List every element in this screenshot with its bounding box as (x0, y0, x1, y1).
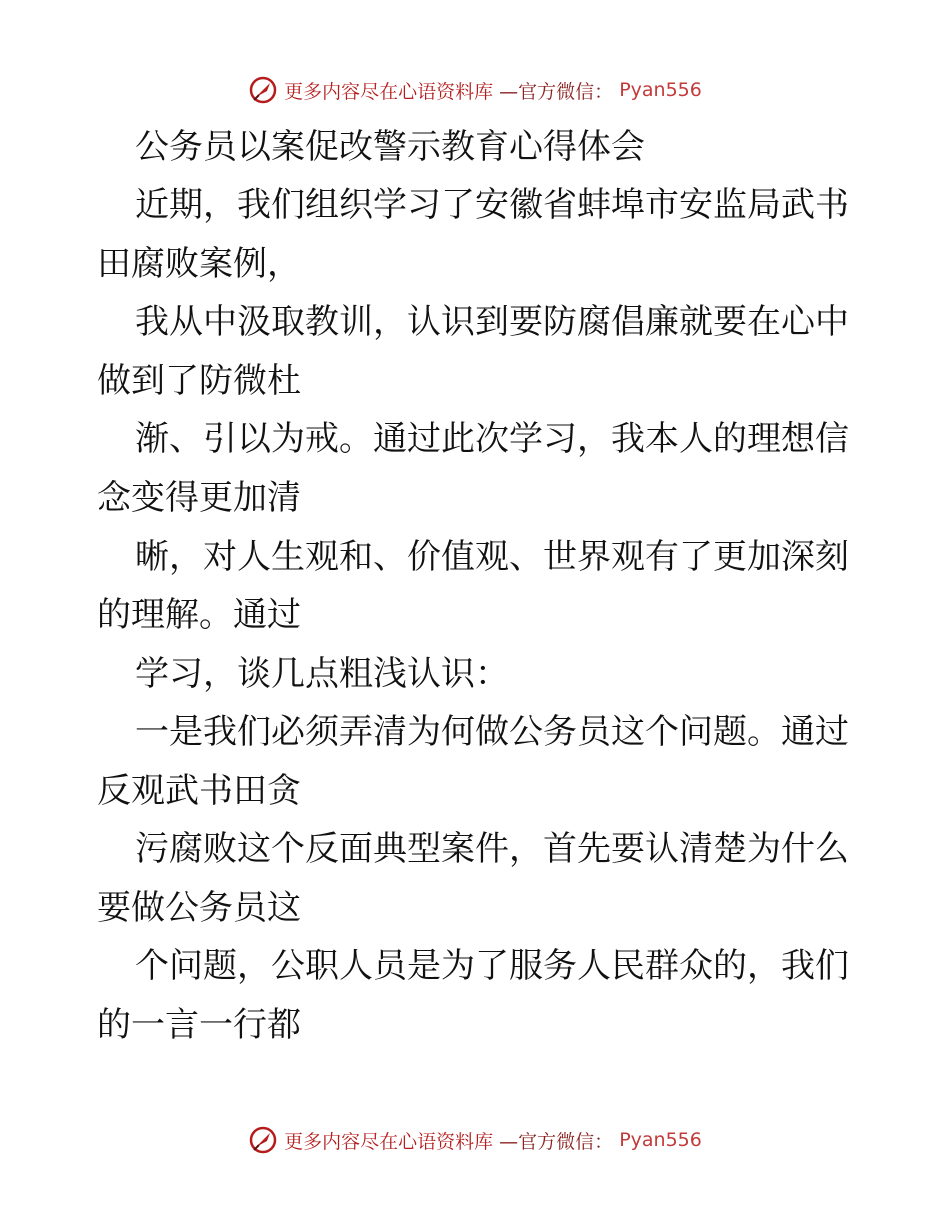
paragraph-line: 反观武书田贪 (97, 771, 301, 811)
paragraph-line: 晰，对人生观和、价值观、世界观有了更加深刻 (135, 537, 849, 577)
paragraph-line: 的理解。通过 (97, 595, 301, 635)
document-title: 公务员以案促改警示教育心得体会 (135, 127, 645, 167)
banner-separator: —官方微信： (499, 1130, 614, 1153)
banner-title: 更多内容尽在心语资料库 (284, 1130, 494, 1153)
paragraph-line: 的一言一行都 (97, 1005, 301, 1045)
paragraph-line: 念变得更加清 (97, 478, 301, 518)
paragraph-line: 个问题，公职人员是为了服务人民群众的，我们 (135, 946, 849, 986)
quill-logo-icon (248, 1125, 278, 1155)
header-banner (0, 70, 950, 110)
banner-wechat-id: Pyan556 (619, 79, 702, 101)
paragraph-line: 我从中汲取教训，认识到要防腐倡廉就要在心中 (135, 302, 849, 342)
paragraph-line: 一是我们必须弄清为何做公务员这个问题。通过 (135, 712, 849, 752)
banner-separator: —官方微信： (499, 80, 614, 103)
banner-wechat-id: Pyan556 (619, 1129, 702, 1151)
paragraph-line: 做到了防微杜 (97, 361, 301, 401)
paragraph-line: 污腐败这个反面典型案件，首先要认清楚为什么 (135, 829, 849, 869)
paragraph-line: 渐、引以为戒。通过此次学习，我本人的理想信 (135, 419, 849, 459)
footer-banner (0, 1120, 950, 1160)
quill-logo-icon (248, 75, 278, 105)
banner-title: 更多内容尽在心语资料库 (284, 80, 494, 103)
paragraph-line: 学习，谈几点粗浅认识： (135, 654, 509, 694)
paragraph-line: 要做公务员这 (97, 888, 301, 928)
paragraph-line: 田腐败案例， (97, 244, 301, 284)
paragraph-line: 近期，我们组织学习了安徽省蚌埠市安监局武书 (135, 185, 849, 225)
